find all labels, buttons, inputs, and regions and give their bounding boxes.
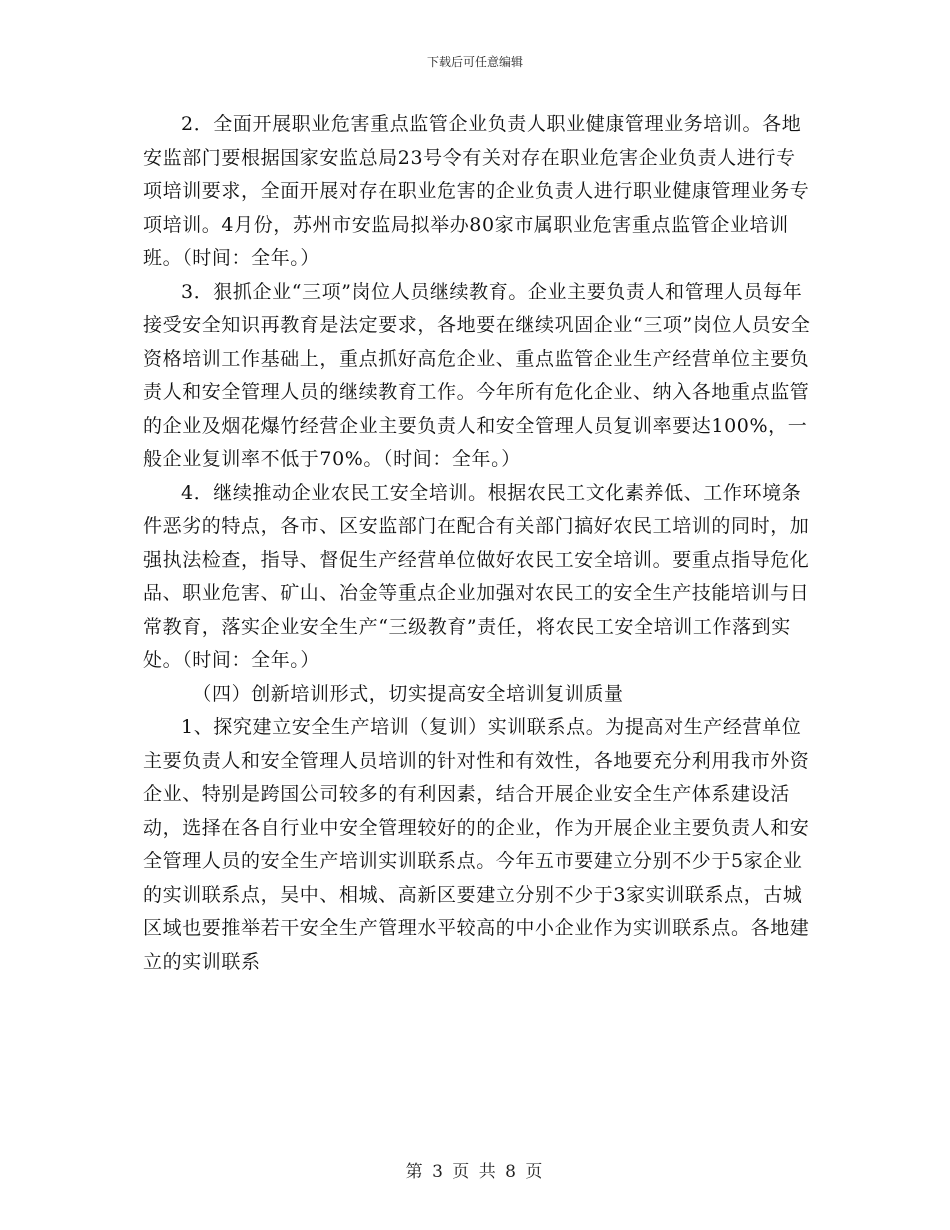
document-body [143,108,813,979]
paragraph-item-1: 1、探究建立安全生产培训（复训）实训联系点。为提高对生产经营单位主要负责人和安全管理人员培训的针对性和有效性，各地要充分利用我市外资企业、特别是跨国公司较多的有利因素，结合开展企业安全生产体系建设活动，选择在各自行业中安全管理较好的的企业，作为开展企业主要负责人和安全管理人员的安全生产培训实训联系点。今年五市要建立分别不少于5家企业的实训联系点，吴中、相城、高新区要建立分别不少于3家实训联系点，古城区域也要推举若干安全生产管理水平较高的中小企业作为实训联系点。各地建立的实训联系 [143,716,810,973]
page-header: 下载后可任意编辑 [426,55,523,69]
paragraph-item-3: 3．狠抓企业“三项”岗位人员继续教育。企业主要负责人和管理人员每年接受安全知识再教育是法定要求，各地要在继续巩固企业“三项”岗位人员安全资格培训工作基础上，重点抓好高危企业、重点监管企业生产经营单位主要负责人和安全管理人员的继续教育工作。今年所有危化企业、纳入各地重点监管的企业及烟花爆竹经营企业主要负责人和安全管理人员复训率要达100%，一般企业复训率不低于70%。（时间：全年。） [143,280,811,470]
section-heading: （四）创新培训形式，切实提高安全培训复训质量 [192,682,624,705]
paragraph-item-2: 2．全面开展职业危害重点监管企业负责人职业健康管理业务培训。各地安监部门要根据国家安监总局23号令有关对存在职业危害企业负责人进行专项培训要求，全面开展对存在职业危害的企业负责人进行职业健康管理业务专项培训。4月份，苏州市安监局拟举办80家市属职业危害重点监管企业培训班。（时间：全年。） [143,113,810,269]
paragraph-item-4: 4．继续推动企业农民工安全培训。根据农民工文化素养低、工作环境条件恶劣的特点，各市、区安监部门在配合有关部门搞好农民工培训的同时，加强执法检查，指导、督促生产经营单位做好农民工安全培训。要重点指导危化品、职业危害、矿山、冶金等重点企业加强对农民工的安全生产技能培训与日常教育，落实企业安全生产“三级教育”责任，将农民工安全培训工作落到实处。（时间：全年。） [143,481,810,671]
page-number: 第 3 页 共 8 页 [405,1162,545,1182]
